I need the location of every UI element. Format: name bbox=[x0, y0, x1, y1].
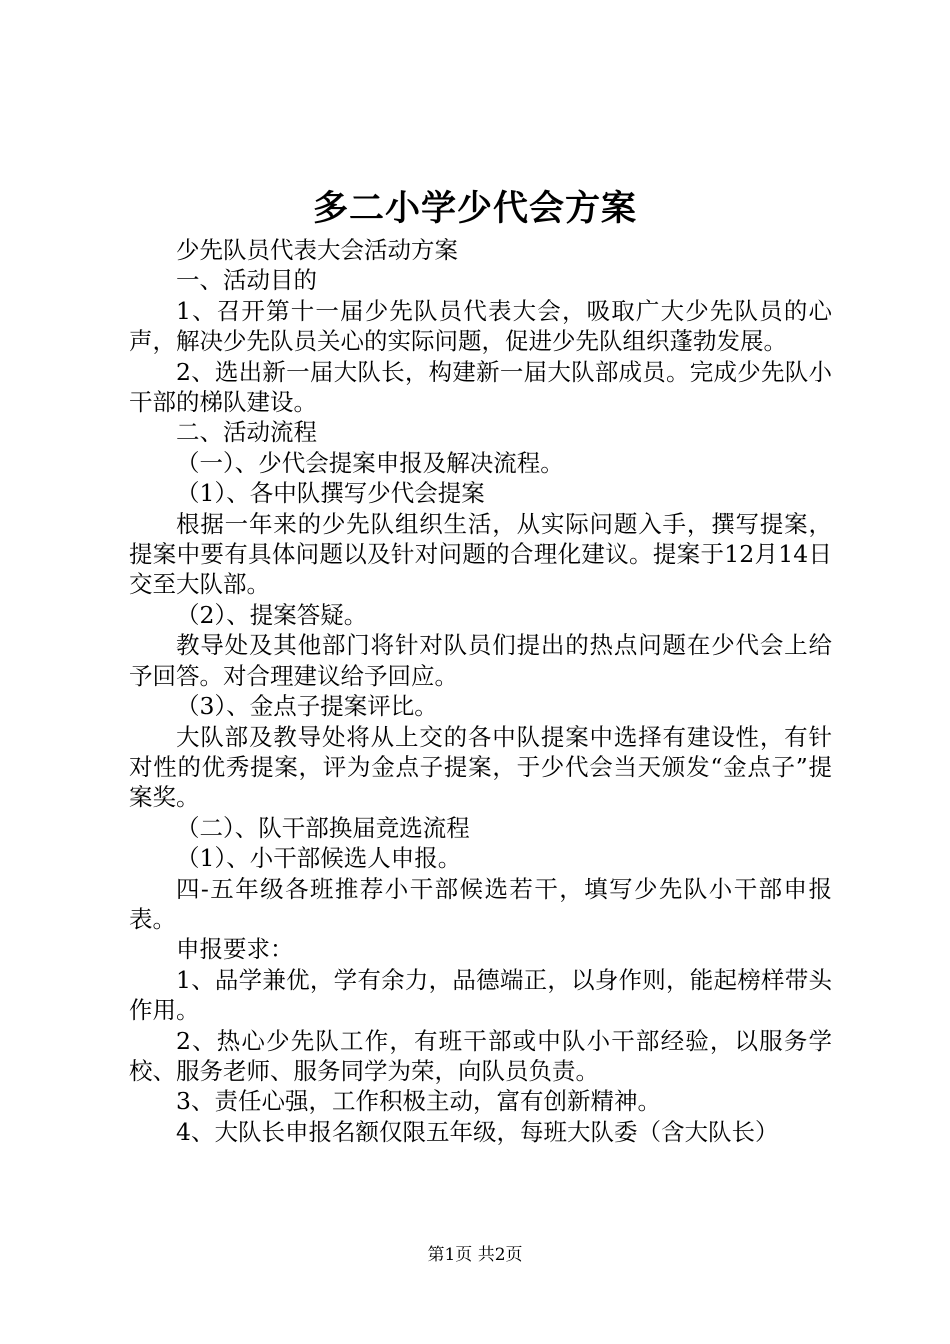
paragraph: 3、责任心强，工作积极主动，富有创新精神。 bbox=[176, 1087, 661, 1116]
paragraph: （二）、队干部换届竞选流程 bbox=[176, 813, 470, 842]
paragraph: 1、品学兼优，学有余力，品德端正，以身作则，能起榜样带头作用。 bbox=[129, 965, 832, 1025]
paragraph: 教导处及其他部门将针对队员们提出的热点问题在少代会上给予回答。对合理建议给予回应。 bbox=[129, 631, 832, 690]
paragraph: 申报要求： bbox=[176, 935, 294, 964]
paragraph: （一）、少代会提案申报及解决流程。 bbox=[176, 448, 564, 477]
page-footer: 第1页 共2页 bbox=[427, 1245, 523, 1265]
paragraph: 2、热心少先队工作，有班干部或中队小干部经验，以服务学校、服务老师、服务同学为荣，向队员负责。 bbox=[129, 1026, 832, 1085]
paragraph: （3）、金点子提案评比。 bbox=[176, 692, 438, 721]
paragraph: 一、活动目的 bbox=[176, 266, 317, 295]
paragraph: （1）、各中队撰写少代会提案 bbox=[176, 479, 485, 508]
paragraph: 四-五年级各班推荐小干部候选若干，填写少先队小干部申报表。 bbox=[129, 874, 832, 933]
paragraph: （2）、提案答疑。 bbox=[176, 600, 368, 629]
paragraph: 二、活动流程 bbox=[176, 418, 317, 447]
paragraph: （1）、小干部候选人申报。 bbox=[176, 844, 462, 873]
paragraph: 少先队员代表大会活动方案 bbox=[176, 236, 458, 264]
paragraph: 根据一年来的少先队组织生活，从实际问题入手，撰写提案，提案中要有具体问题以及针对问题的合理化建议。提案于12月14日交至大队部。 bbox=[129, 509, 832, 599]
document-body bbox=[129, 235, 832, 1147]
paragraph: 大队部及教导处将从上交的各中队提案中选择有建设性，有针对性的优秀提案，评为金点子提案，于少代会当天颁发“金点子”提案奖。 bbox=[129, 722, 832, 812]
document-title: 多二小学少代会方案 bbox=[312, 188, 637, 229]
paragraph: 1、召开第十一届少先队员代表大会，吸取广大少先队员的心声，解决少先队员关心的实际问题，促进少先队组织蓬勃发展。 bbox=[129, 296, 832, 356]
paragraph: 4、大队长申报名额仅限五年级，每班大队委（含大队长） bbox=[176, 1117, 779, 1146]
paragraph: 2、选出新一届大队长，构建新一届大队部成员。完成少先队小干部的梯队建设。 bbox=[129, 357, 832, 417]
